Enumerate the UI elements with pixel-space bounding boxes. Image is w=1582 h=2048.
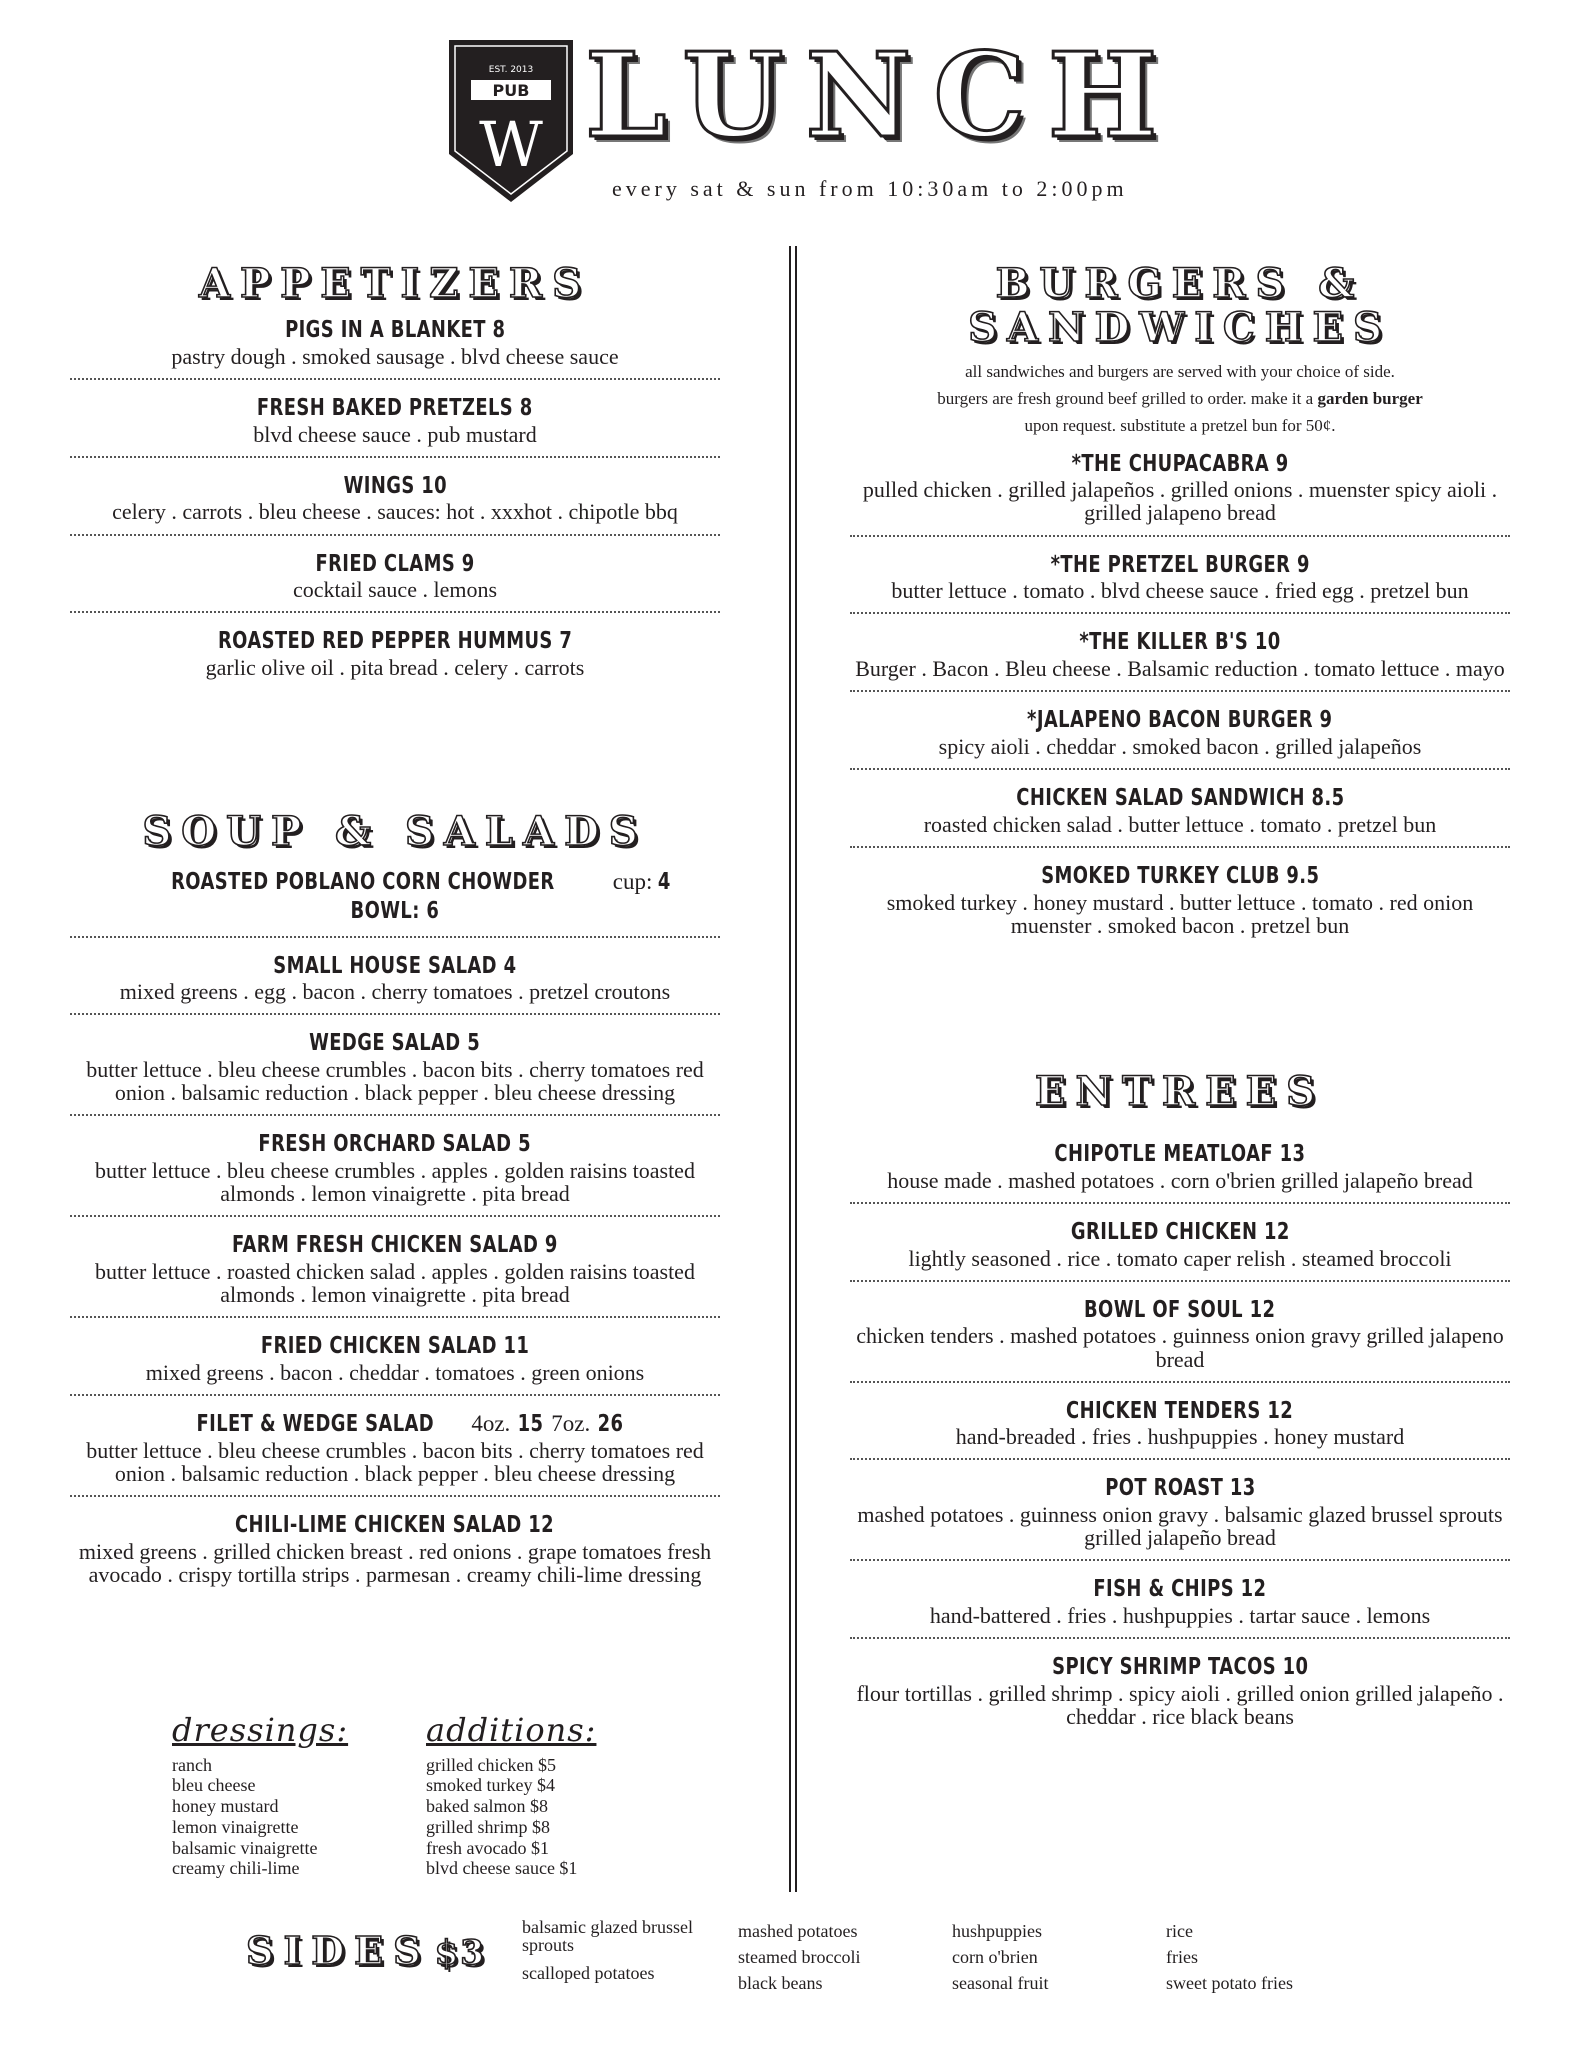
menu-item: SMOKED TURKEY CLUB 9.5 smoked turkey . honey mustard . butter lettuce . tomato . red onion muenster . smoked bacon . pretzel bun [886, 862, 1474, 938]
dressings-list [172, 1712, 348, 1879]
menu-item: SPICY SHRIMP TACOS 10 flour tortillas . grilled shrimp . spicy aioli . grilled onion grilled jalapeño . cheddar . rice black beans [856, 1654, 1504, 1730]
sides-title: SIDES [246, 1928, 431, 1973]
menu-item: CHICKEN TENDERS 12 hand-breaded . fries . hushpuppies . honey mustard [850, 1397, 1510, 1461]
column-divider [789, 246, 797, 1892]
list-item: baked salmon $8 [426, 1796, 548, 1817]
page-title: LUNCH [585, 28, 1180, 164]
appetizers-title: APPETIZERS [199, 260, 591, 307]
list-item: scalloped potatoes [522, 1963, 655, 1983]
sides-price: $3 [434, 1933, 486, 1973]
list-item: blvd cheese sauce $1 [426, 1858, 578, 1879]
list-item: grilled shrimp $8 [426, 1816, 550, 1837]
logo-est: EST. 2013 [488, 65, 534, 75]
menu-item: *THE KILLER B'S 10 Burger . Bacon . Bleu cheese . Balsamic reduction . tomato lettuce . mayo [850, 628, 1510, 692]
list-item: steamed broccoli [738, 1947, 861, 1968]
menu-item: POT ROAST 13 mashed potatoes . guinness onion gravy . balsamic glazed brussel sprouts grilled jalapeño bread [850, 1474, 1510, 1561]
list-item: smoked turkey $4 [426, 1775, 555, 1796]
burgers-section [850, 262, 1510, 961]
list-item: balsamic glazed brussel sprouts [522, 1917, 693, 1955]
menu-item: FRESH ORCHARD SALAD 5 butter lettuce . bleu cheese crumbles . apples . golden raisins toasted almonds . lemon vinaigrette . pita bread [70, 1130, 720, 1217]
additions-list [426, 1712, 596, 1879]
menu-item: FARM FRESH CHICKEN SALAD 9 butter lettuce . roasted chicken salad . apples . golden raisins toasted almonds . lemon vinaigrette . pita bread [70, 1231, 720, 1318]
menu-item: ROASTED RED PEPPER HUMMUS 7 garlic olive oil . pita bread . celery . carrots [205, 628, 585, 681]
logo-letter: W [479, 108, 543, 181]
pub-w-logo [443, 36, 579, 206]
list-item: honey mustard [172, 1796, 279, 1817]
sides-heading [246, 1930, 486, 1972]
burgers-title: BURGERS & SANDWICHES [968, 260, 1392, 351]
menu-item: WEDGE SALAD 5 butter lettuce . bleu cheese crumbles . bacon bits . cherry tomatoes red onion . balsamic reduction . black pepper . bleu cheese dressing [70, 1029, 720, 1116]
menu-item: SMALL HOUSE SALAD 4 mixed greens . egg . bacon . cherry tomatoes . pretzel croutons [70, 952, 720, 1016]
soup-salads-section [70, 810, 720, 1610]
list-item: sweet potato fries [1166, 1973, 1293, 1994]
list-item: fries [1166, 1947, 1198, 1968]
additions-title: additions: [426, 1711, 597, 1749]
menu-item: *THE PRETZEL BURGER 9 butter lettuce . tomato . blvd cheese sauce . fried egg . pretzel bun [850, 551, 1510, 615]
list-item: balsamic vinaigrette [172, 1837, 318, 1858]
menu-item: GRILLED CHICKEN 12 lightly seasoned . rice . tomato caper relish . steamed broccoli [850, 1218, 1510, 1282]
menu-item: CHIPOTLE MEATLOAF 13 house made . mashed potatoes . corn o'brien grilled jalapeño bread [850, 1140, 1510, 1204]
chowder-item: ROASTED POBLANO CORN CHOWDER cup: 4 BOWL: 6 [70, 868, 720, 938]
list-item: mashed potatoes [738, 1921, 858, 1941]
menu-item: *THE CHUPACABRA 9 pulled chicken . grilled jalapeños . grilled onions . muenster spicy aioli . grilled jalapeno bread [850, 450, 1510, 537]
list-item: corn o'brien [952, 1947, 1038, 1968]
menu-item: CHILI-LIME CHICKEN SALAD 12 mixed greens . grilled chicken breast . red onions . grape tomatoes fresh avocado . crispy tortilla strips . parmesan . creamy chili-lime dressing [78, 1511, 712, 1587]
list-item: rice [1166, 1921, 1193, 1941]
burgers-intro: all sandwiches and burgers are served with your choice of side. burgers are fresh ground beef grilled to order. make it a garden burger upon request. substitute a pretzel bun for 50¢. [937, 362, 1423, 436]
list-item: fresh avocado $1 [426, 1837, 549, 1858]
entrees-title: ENTREES [1035, 1068, 1325, 1115]
list-item: black beans [738, 1973, 823, 1994]
hours-subtitle: every sat & sun from 10:30am to 2:00pm [612, 176, 1128, 201]
menu-item: *JALAPENO BACON BURGER 9 spicy aioli . cheddar . smoked bacon . grilled jalapeños [850, 706, 1510, 770]
list-item: ranch [172, 1754, 212, 1775]
menu-item: WINGS 10 celery . carrots . bleu cheese . sauces: hot . xxxhot . chipotle bbq [70, 472, 720, 536]
list-item: hushpuppies [952, 1921, 1042, 1941]
list-item: seasonal fruit [952, 1973, 1049, 1994]
list-item: bleu cheese [172, 1775, 256, 1796]
entrees-section [850, 1070, 1510, 1752]
menu-item: FRIED CHICKEN SALAD 11 mixed greens . bacon . cheddar . tomatoes . green onions [70, 1332, 720, 1396]
menu-item: FISH & CHIPS 12 hand-battered . fries . hushpuppies . tartar sauce . lemons [850, 1575, 1510, 1639]
menu-item: CHICKEN SALAD SANDWICH 8.5 roasted chicken salad . butter lettuce . tomato . pretzel bun [850, 784, 1510, 848]
appetizers-section [70, 262, 720, 703]
list-item: grilled chicken $5 [426, 1754, 556, 1775]
logo-pub: PUB [492, 81, 530, 100]
list-item: creamy chili-lime [172, 1858, 300, 1879]
filet-item: FILET & WEDGE SALAD 4oz. 15 7oz. 26 butter lettuce . bleu cheese crumbles . bacon bits . cherry tomatoes red onion . balsamic reduction . black pepper . bleu cheese dressing [70, 1410, 720, 1497]
soup-salads-title: SOUP & SALADS [142, 808, 648, 855]
list-item: lemon vinaigrette [172, 1816, 299, 1837]
menu-item: FRIED CLAMS 9 cocktail sauce . lemons [70, 550, 720, 614]
menu-item: PIGS IN A BLANKET 8 pastry dough . smoked sausage . blvd cheese sauce [70, 316, 720, 380]
menu-item: FRESH BAKED PRETZELS 8 blvd cheese sauce . pub mustard [70, 394, 720, 458]
menu-item: BOWL OF SOUL 12 chicken tenders . mashed potatoes . guinness onion gravy grilled jalapeno bread [850, 1296, 1510, 1383]
dressings-title: dressings: [172, 1711, 349, 1749]
